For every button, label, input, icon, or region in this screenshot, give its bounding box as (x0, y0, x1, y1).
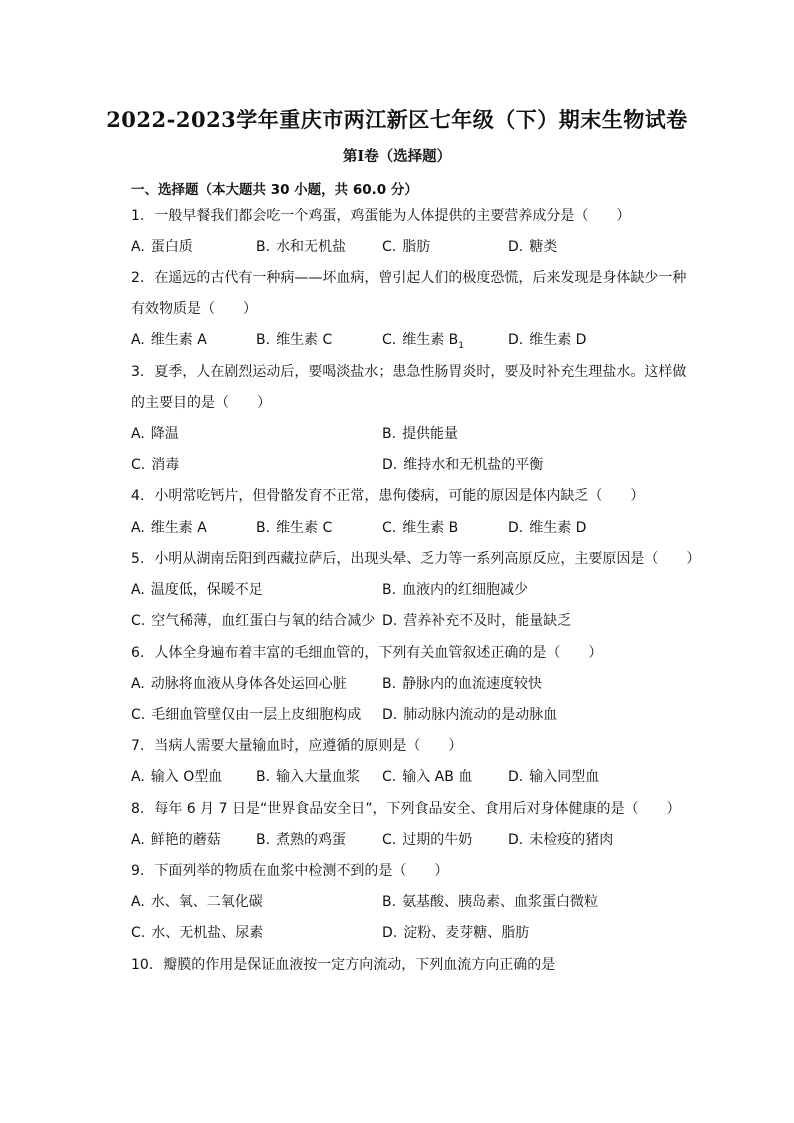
q8-option-b: B. 煮熟的鸡蛋 (256, 832, 347, 848)
q5-option-d: D. 营养补充不及时，能量缺乏 (382, 613, 572, 629)
q9-option-d: D. 淀粉、麦芽糖、脂肪 (382, 925, 530, 941)
exam-title: 2022-2023学年重庆市两江新区七年级（下）期末生物试卷 (106, 107, 688, 132)
q4-option-a: A. 维生素 A (131, 520, 207, 536)
question-2: 2. 在遥远的古代有一种病——坏血病，曾引起人们的极度恐慌，后来发现是身体缺少一种 (131, 270, 687, 286)
question-3-cont: 的主要目的是（ ） (131, 395, 271, 411)
q8-option-a: A. 鲜艳的蘑菇 (131, 832, 221, 848)
q4-option-b: B. 维生素 C (256, 520, 333, 536)
q2-option-d: D. 维生素 D (508, 332, 587, 348)
q2-option-b: B. 维生素 C (256, 332, 333, 348)
q6-option-c: C. 毛细血管壁仅由一层上皮细胞构成 (131, 707, 362, 723)
question-3: 3. 夏季，人在剧烈运动后，要喝淡盐水；患急性肠胃炎时，要及时补充生理盐水。这样做 (131, 364, 687, 380)
question-10: 10. 瓣膜的作用是保证血液按一定方向流动，下列血流方向正确的是 (131, 957, 556, 973)
q3-option-d: D. 维持水和无机盐的平衡 (382, 457, 544, 473)
q9-option-c: C. 水、无机盐、尿素 (131, 925, 264, 941)
q1-option-d: D. 糖类 (508, 239, 558, 255)
q7-option-b: B. 输入大量血浆 (256, 769, 361, 785)
question-2-cont: 有效物质是（ ） (131, 301, 257, 317)
question-7: 7. 当病人需要大量输血时，应遵循的原则是（ ） (131, 738, 463, 754)
q7-option-a: A. 输入 O型血 (131, 769, 223, 785)
question-4: 4. 小明常吃钙片，但骨骼发育不正常，患佝偻病，可能的原因是体内缺乏（ ） (131, 488, 645, 504)
q3-option-b: B. 提供能量 (382, 426, 459, 442)
q4-option-d: D. 维生素 D (508, 520, 587, 536)
part-title: 第Ⅰ卷（选择题） (342, 148, 452, 165)
question-6: 6. 人体全身遍布着丰富的毛细血管的，下列有关血管叙述正确的是（ ） (131, 645, 603, 661)
q3-option-c: C. 消毒 (131, 457, 180, 473)
q9-option-a: A. 水、氧、二氧化碳 (131, 894, 263, 910)
q5-option-a: A. 温度低，保暖不足 (131, 582, 263, 598)
q5-option-b: B. 血液内的红细胞减少 (382, 582, 529, 598)
q6-option-d: D. 肺动脉内流动的是动脉血 (382, 707, 558, 723)
q2-option-a: A. 维生素 A (131, 332, 207, 348)
q3-option-a: A. 降温 (131, 426, 179, 442)
q7-option-d: D. 输入同型血 (508, 769, 600, 785)
q6-option-b: B. 静脉内的血流速度较快 (382, 676, 543, 692)
question-8: 8. 每年 6 月 7 日是“世界食品安全日”，下列食品安全、食用后对身体健康的是（ ） (131, 801, 681, 817)
q6-option-a: A. 动脉将血液从身体各处运回心脏 (131, 676, 347, 692)
q5-option-c: C. 空气稀薄，血红蛋白与氧的结合减少 (131, 613, 376, 629)
question-1: 1. 一般早餐我们都会吃一个鸡蛋，鸡蛋能为人体提供的主要营养成分是（ ） (131, 208, 631, 224)
q1-option-c: C. 脂肪 (382, 239, 431, 255)
question-9: 9. 下面列举的物质在血浆中检测不到的是（ ） (131, 863, 449, 879)
section-heading: 一、选择题（本大题共 30 小题，共 60.0 分） (131, 182, 418, 198)
q7-option-c: C. 输入 AB 血 (382, 769, 473, 785)
question-5: 5. 小明从湖南岳阳到西藏拉萨后，出现头晕、乏力等一系列高原反应，主要原因是（ ） (131, 551, 701, 567)
q9-option-b: B. 氨基酸、胰岛素、血浆蛋白微粒 (382, 894, 599, 910)
q1-option-a: A. 蛋白质 (131, 239, 193, 255)
q4-option-c: C. 维生素 B (382, 520, 459, 536)
q8-option-c: C. 过期的牛奶 (382, 832, 473, 848)
q8-option-d: D. 未检疫的猪肉 (508, 832, 614, 848)
q2-option-c: C. 维生素 $B_1$ (382, 332, 465, 351)
q1-option-b: B. 水和无机盐 (256, 239, 347, 255)
